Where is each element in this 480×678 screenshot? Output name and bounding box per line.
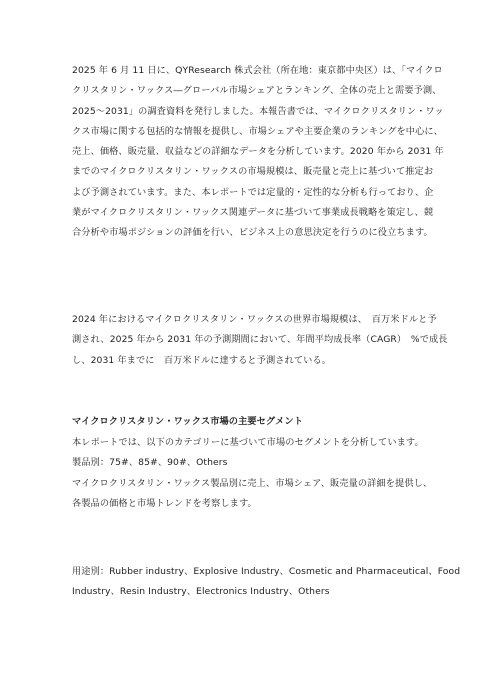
paragraph-line: 売上、価格、販売量、収益などの詳細なデータを分析しています。2020 年から 2031 年 [72,146,444,158]
paragraph-line: クス市場に関する包括的な情報を提供し、市場シェアや主要企業のランキングを中心に、 [72,125,443,137]
product-types: 製品別：75#、85#、90#、Others [72,457,228,469]
paragraph-line: クリスタリン・ワックス―グローバル市場シェアとランキング、全体の売上と需要予測、 [72,85,442,97]
market-size-paragraph [72,310,448,371]
product-detail-line: マイクロクリスタリン・ワックス製品別に売上、市場シェア、販売量の詳細を提供し、 [72,477,433,489]
paragraph-line: までのマイクロクリスタリン・ワックスの市場規模は、販売量と売上に基づいて推定お [72,166,434,178]
segment-section [72,433,433,514]
applications-line: 用途別：Rubber industry、Explosive Industry、Cosmetic and Pharmaceutical、Food [72,566,461,577]
paragraph-line: 業がマイクロクリスタリン・ワックス関連データに基づいて事業成長戦略を策定し、競 [72,207,434,219]
paragraph-line: し、2031 年までに 百万米ドルに達すると予測されている。 [72,354,331,366]
paragraph-line: 2025 年 6 月 11 日に、QYResearch 株式会社（所在地：東京都中央区）は、「マイクロ [72,65,443,76]
intro-paragraph [72,61,444,244]
paragraph-line: 2025～2031」の調査資料を発行しました。本報告書では、マイクロクリスタリン・ワッ [72,105,444,117]
applications-section [72,562,461,603]
product-detail-line: 各製品の価格と市場トレンドを考察します。 [72,497,257,509]
paragraph-line: 2024 年におけるマイクロクリスタリン・ワックスの世界市場規模は、 百万米ドルと予 [72,314,437,325]
segment-heading: マイクロクリスタリン・ワックス市場の主要セグメント [72,416,303,427]
applications-line: Industry、Resin Industry、Electronics Industry、Others [72,586,330,598]
segment-intro: 本レポートでは、以下のカテゴリーに基づいて市場のセグメントを分析しています。 [72,437,424,448]
paragraph-line: よび予測されています。また、本レポートでは定量的・定性的な分析も行っており、企 [72,186,434,198]
paragraph-line: 合分析や市場ポジションの評価を行い、ビジネス上の意思決定を行うのに役立ちます。 [72,227,433,239]
paragraph-line: 測され、2025 年から 2031 年の予測期間において、年間平均成長率（CAGR） %で成長 [72,334,448,346]
